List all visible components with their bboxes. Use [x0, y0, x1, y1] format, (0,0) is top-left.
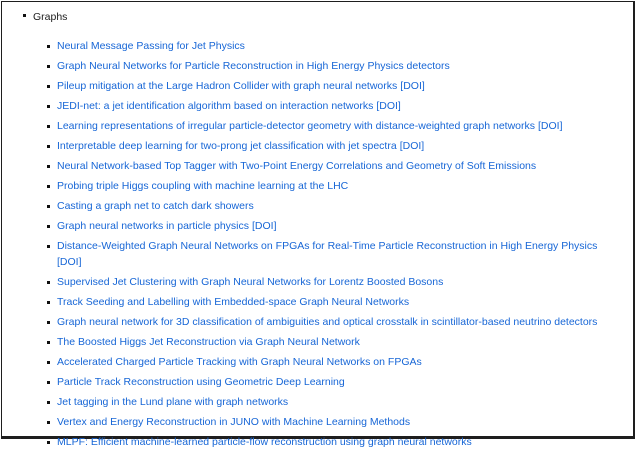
- paper-link[interactable]: Casting a graph net to catch dark showers: [57, 200, 254, 212]
- paper-link[interactable]: Track Seeding and Labelling with Embedded-space Graph Neural Networks: [57, 296, 409, 308]
- paper-link[interactable]: Distance-Weighted Graph Neural Networks on FPGAs for Real-Time Particle Reconstruction in High Energy Physics: [57, 240, 597, 252]
- list-item: [57, 435, 617, 450]
- paper-link[interactable]: Graph neural networks in particle physics: [57, 220, 249, 232]
- paper-link[interactable]: Graph Neural Networks for Particle Reconstruction in High Energy Physics detectors: [57, 60, 450, 72]
- paper-link[interactable]: Particle Track Reconstruction using Geometric Deep Learning: [57, 376, 345, 388]
- bullet-icon: [47, 205, 50, 208]
- list-item: [57, 139, 617, 155]
- bullet-icon: [47, 65, 50, 68]
- paper-link[interactable]: Vertex and Energy Reconstruction in JUNO with Machine Learning Methods: [57, 416, 410, 428]
- bullet-icon: [47, 441, 50, 444]
- list-item: [57, 79, 617, 95]
- paper-link[interactable]: MLPF: Efficient machine-learned particle-flow reconstruction using graph neural networks: [57, 436, 472, 448]
- bullet-icon: [47, 145, 50, 148]
- bullet-icon: [47, 85, 50, 88]
- paper-link[interactable]: Jet tagging in the Lund plane with graph networks: [57, 396, 288, 408]
- paper-link[interactable]: The Boosted Higgs Jet Reconstruction via Graph Neural Network: [57, 336, 360, 348]
- paper-list: [2, 39, 633, 450]
- doi-link[interactable]: [DOI]: [400, 140, 425, 152]
- bullet-icon: [47, 245, 50, 248]
- list-item: [57, 179, 617, 195]
- doi-link[interactable]: [DOI]: [400, 80, 425, 92]
- section-heading: Graphs: [33, 11, 67, 23]
- list-item: [57, 375, 617, 391]
- list-item: [57, 415, 617, 431]
- bullet-icon: [47, 45, 50, 48]
- bullet-icon: [47, 361, 50, 364]
- paper-link[interactable]: Pileup mitigation at the Large Hadron Collider with graph neural networks: [57, 80, 397, 92]
- bullet-icon: [47, 321, 50, 324]
- bullet-icon: [47, 185, 50, 188]
- list-item: [57, 199, 617, 215]
- document-frame: [1, 1, 635, 439]
- paper-link[interactable]: Accelerated Charged Particle Tracking with Graph Neural Networks on FPGAs: [57, 356, 422, 368]
- paper-link[interactable]: Neural Network-based Top Tagger with Two-Point Energy Correlations and Geometry of Soft Emissions: [57, 160, 536, 172]
- paper-link[interactable]: Learning representations of irregular particle-detector geometry with distance-weighted graph networks: [57, 120, 535, 132]
- bullet-icon: [47, 421, 50, 424]
- paper-link[interactable]: Probing triple Higgs coupling with machine learning at the LHC: [57, 180, 348, 192]
- bullet-icon: [47, 225, 50, 228]
- list-item: [57, 239, 617, 270]
- list-item: [57, 99, 617, 115]
- bullet-icon: [47, 341, 50, 344]
- paper-link[interactable]: Graph neural network for 3D classification of ambiguities and optical crosstalk in scintillator-based neutrino detectors: [57, 316, 597, 328]
- bullet-icon: [47, 165, 50, 168]
- list-item: [57, 219, 617, 235]
- paper-link[interactable]: Supervised Jet Clustering with Graph Neural Networks for Lorentz Boosted Bosons: [57, 276, 443, 288]
- doi-link[interactable]: [DOI]: [538, 120, 563, 132]
- paper-link[interactable]: JEDI-net: a jet identification algorithm based on interaction networks: [57, 100, 373, 112]
- list-item: [57, 355, 617, 371]
- list-item: [57, 315, 617, 331]
- doi-link[interactable]: [DOI]: [57, 255, 82, 271]
- paper-link[interactable]: Neural Message Passing for Jet Physics: [57, 40, 245, 52]
- bullet-icon: [47, 125, 50, 128]
- list-item: [57, 295, 617, 311]
- doi-link[interactable]: [DOI]: [252, 220, 277, 232]
- doi-link[interactable]: [DOI]: [376, 100, 401, 112]
- paper-link[interactable]: Interpretable deep learning for two-prong jet classification with jet spectra: [57, 140, 397, 152]
- list-item: [57, 335, 617, 351]
- bullet-icon: [23, 14, 26, 17]
- list-item: [57, 59, 617, 75]
- list-item: [57, 395, 617, 411]
- bullet-icon: [47, 281, 50, 284]
- bullet-icon: [47, 401, 50, 404]
- bullet-icon: [47, 301, 50, 304]
- list-item: [57, 119, 617, 135]
- bullet-icon: [47, 381, 50, 384]
- list-item: [57, 275, 617, 291]
- section-heading-row: [2, 10, 633, 24]
- bullet-icon: [47, 105, 50, 108]
- list-item: [57, 39, 617, 55]
- list-item: [57, 159, 617, 175]
